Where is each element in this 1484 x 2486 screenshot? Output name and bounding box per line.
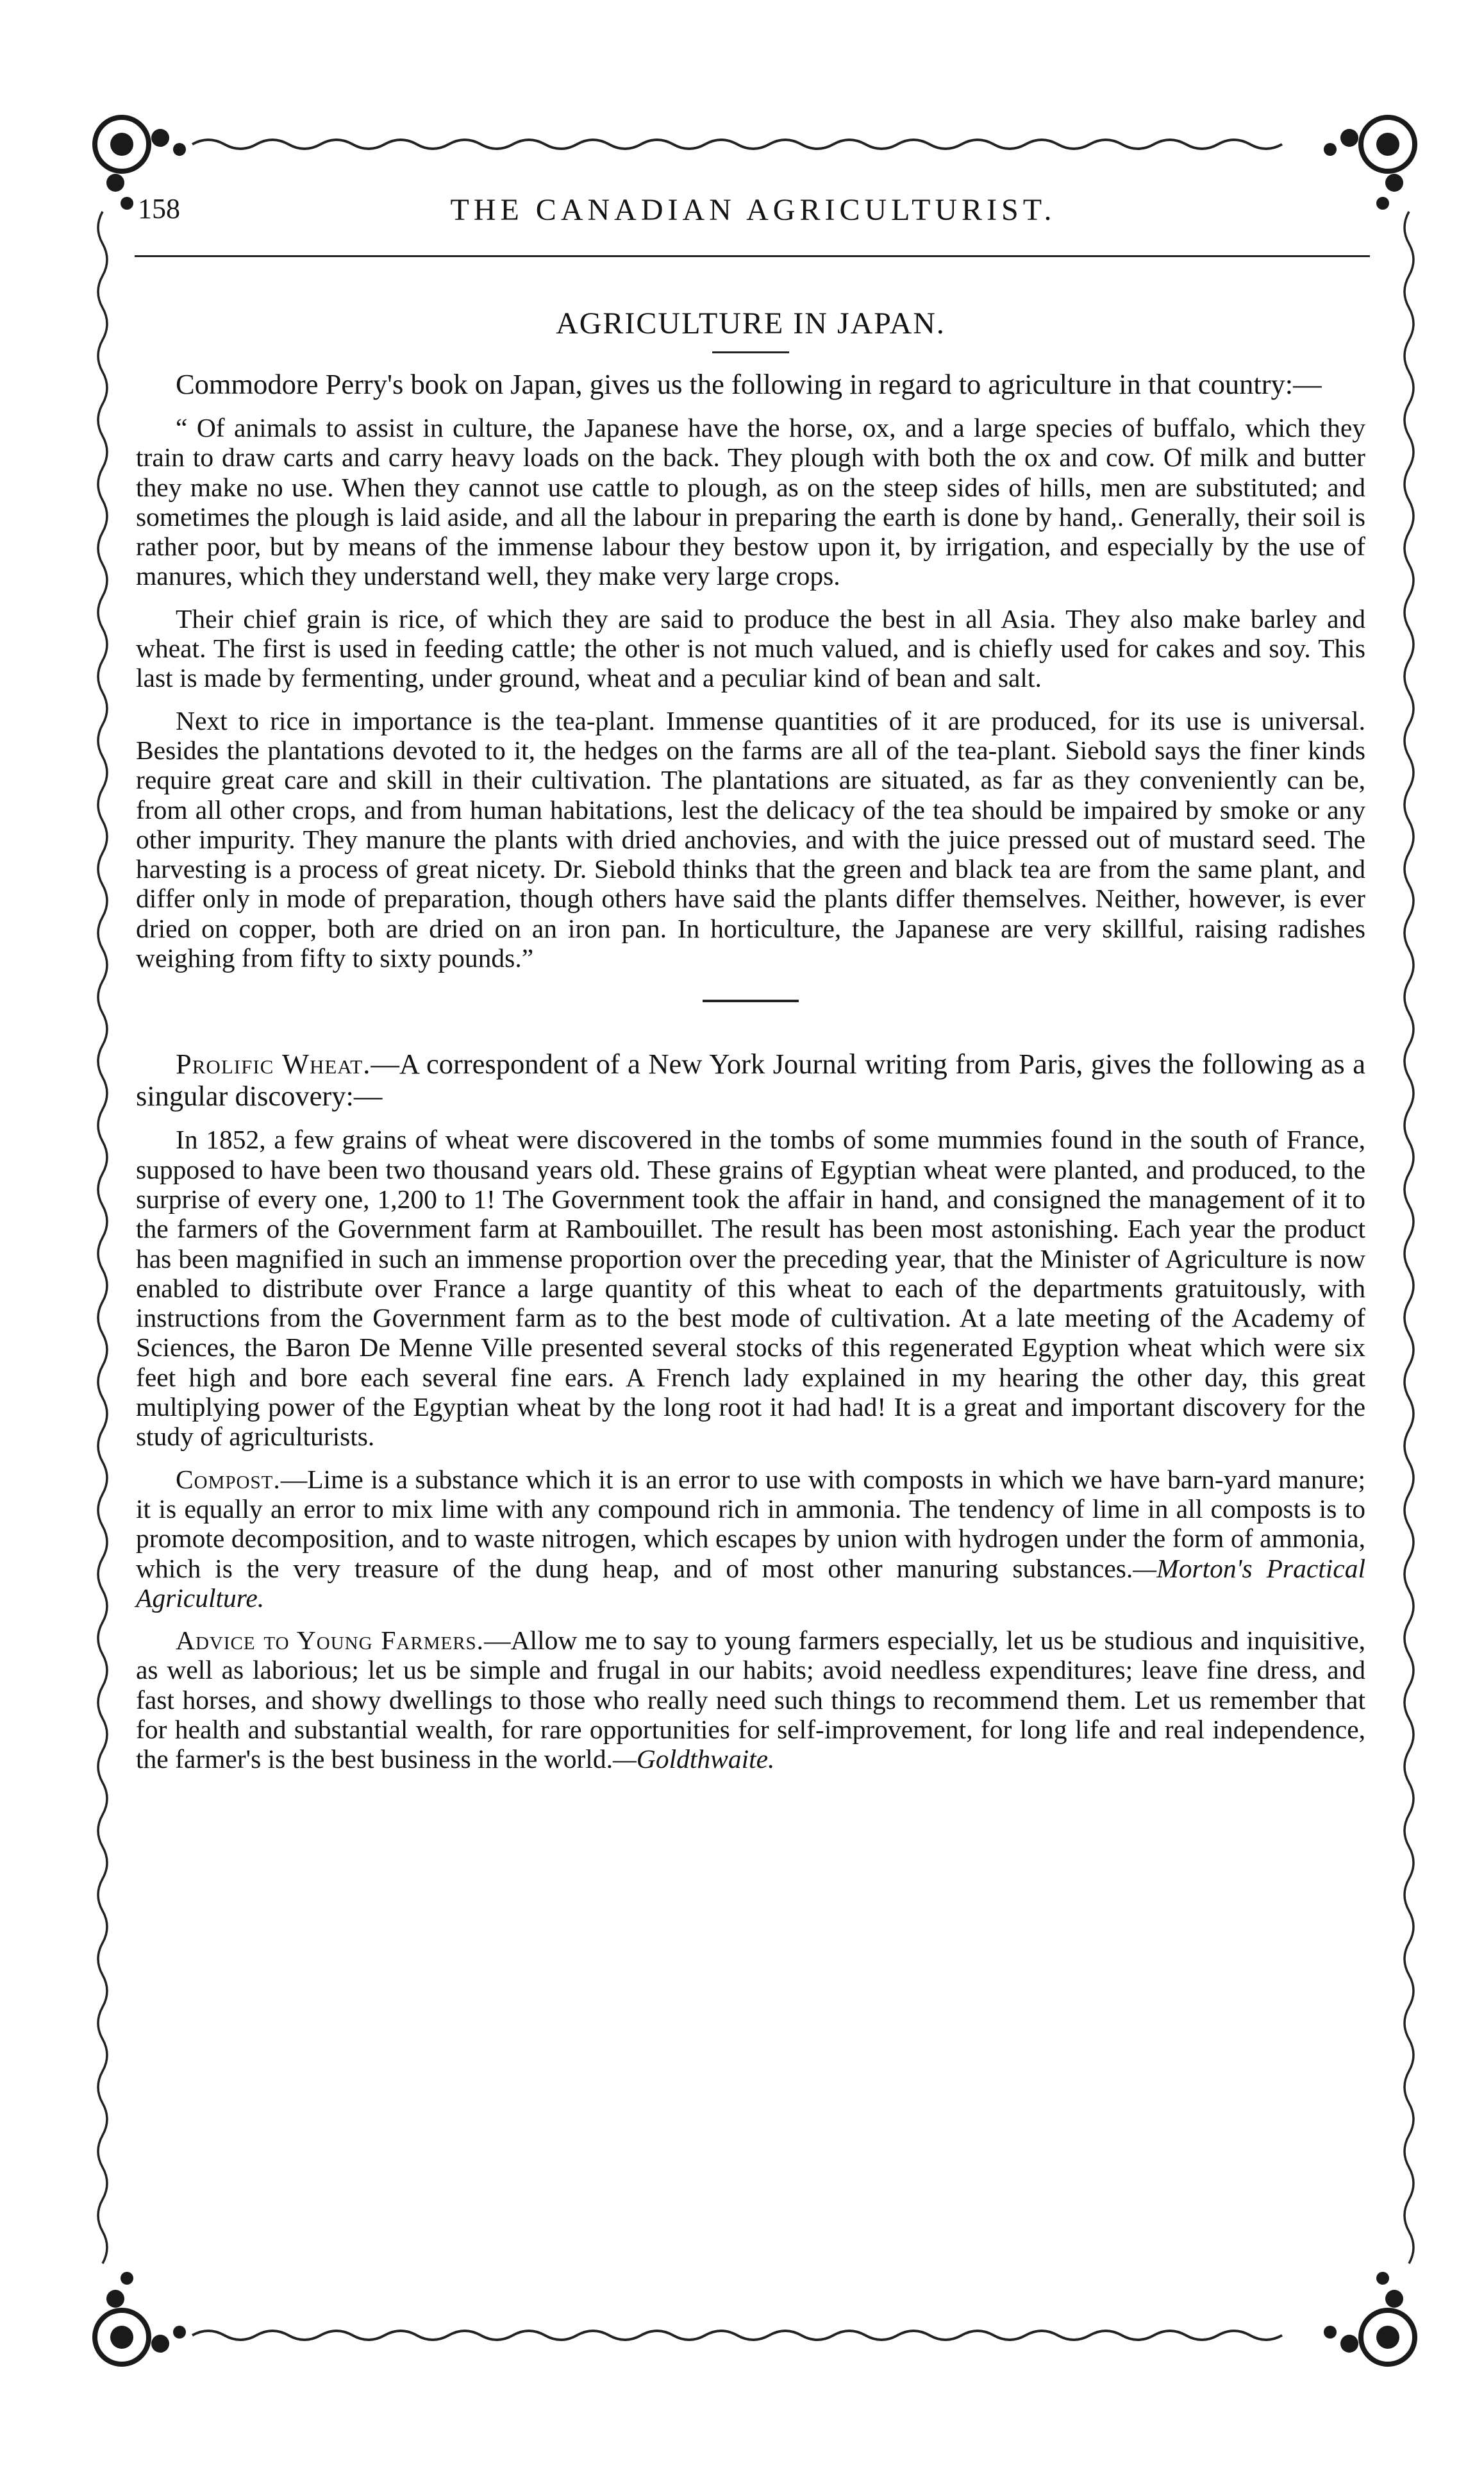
- running-header: [138, 192, 1369, 231]
- quote-paragraph-1: “ Of animals to assist in culture, the Japanese have the horse, ox, and a large species of buffalo, which they train to draw carts and carry heavy loads on the back. They plough with both the ox and cow. Of milk and butter they make no use. When they cannot use cattle to plough, as on the steep sides of hills, men are substituted; and sometimes the plough is laid aside, and all the labour in preparing the earth is done by hand,. Generally, their soil is rather poor, but by means of the immense labour they bestow upon it, by irrigation, and especially by the use of manures, which they understand well, they make very large crops.: [136, 413, 1365, 591]
- page-number: 158: [138, 193, 180, 224]
- article-title: AGRICULTURE IN JAPAN.: [556, 307, 946, 340]
- compost-paragraph: [136, 1465, 1365, 1613]
- advice-body: —Allow me to say to young farmers especially, let us be studious and inquisitive, as well as laborious; let us be simple and frugal in our habits; avoid needless expenditures; leave fine dress, and fast horses, and showy dwellings to those who really need such things to recommend them. Let us remember that for health and substantial wealth, for rare opportunities for self-improvement, for long life and real independence, the farmer's is the best business in the world.: [136, 1625, 1365, 1774]
- compost-body: —Lime is a substance which it is an error to use with composts in which we have barn-yard manure; it is equally an error to mix lime with any compound rich in ammonia. The tendency of lime in all composts is to promote decomposition, and to waste nitrogen, which escapes by union with hydrogen under the form of ammonia, which is the very treasure of the dung heap, and of most other manuring substances.: [136, 1464, 1365, 1583]
- article-intro: Commodore Perry's book on Japan, gives us the following in regard to agriculture in that country:—: [176, 367, 1322, 400]
- section-separator: [703, 1000, 799, 1002]
- wheat-body: In 1852, a few grains of wheat were discovered in the tombs of some mummies found in the south of France, supposed to have been two thousand years old. These grains of Egyptian wheat were planted, and produced, to the surprise of every one, 1,200 to 1! The Government took the affair in hand, and consigned the management of it to the farmers of the Government farm at Rambouillet. The result has been most astonishing. Each year the product has been magnified in such an immense proportion over the preceding year, that the Minister of Agriculture is now enabled to distribute over France a large quantity of this wheat to each of the departments gratuitously, with instructions from the Government farm as to the best mode of cultivation. At a late meeting of the Academy of Sciences, the Baron De Menne Ville presented several stocks of this regenerated Egyption wheat which were six feet high and bore each several fine ears. A French lady explained in my hearing the other day, this great multiplying power of the Egyptian wheat by the long root it had had! It is a great and important discovery for the study of agriculturists.: [136, 1125, 1365, 1452]
- title-rule: [712, 351, 789, 353]
- wheat-lead: —A correspondent of a New York Journal writing from Paris, gives the following as a singular discovery:—: [136, 1048, 1365, 1112]
- quote-paragraph-2: Their chief grain is rice, of which they are said to produce the best in all Asia. They also make barley and wheat. The first is used in feeding cattle; the other is not much valued, and is chiefly used for cakes and soy. This last is made by fermenting, under ground, wheat and a peculiar kind of bean and salt.: [136, 603, 1365, 693]
- page-content: [136, 308, 1365, 1787]
- header-rule: [135, 255, 1370, 257]
- wheat-paragraph: [136, 1048, 1365, 1112]
- advice-heading: Advice to Young Farmers.: [176, 1625, 485, 1656]
- advice-paragraph: [136, 1625, 1365, 1774]
- wheat-heading: Prolific Wheat.: [176, 1048, 371, 1080]
- quote-paragraph-3: Next to rice in importance is the tea-plant. Immense quantities of it are produced, for its use is universal. Besides the plantations devoted to it, the hedges on the farms are all of the tea-plant. Siebold says the finer kinds require great care and skill in their cultivation. The plantations are situated, as far as they conveniently can be, from all other crops, and from human habitations, lest the delicacy of the tea should be impaired by smoke or any other impurity. They manure the plants with dried anchovies, and with the juice pressed out of mustard seed. The harvesting is a process of great nicety. Dr. Siebold thinks that the green and black tea are from the same plant, and differ only in mode of preparation, though others have said the plants differ themselves. Neither, however, is ever dried on copper, both are dried on an iron pan. In horticulture, the Japanese are very skillful, raising radishes weighing from fifty to sixty pounds.”: [136, 705, 1365, 973]
- compost-heading: Compost.: [176, 1464, 281, 1494]
- advice-source: —Goldthwaite.: [612, 1744, 775, 1774]
- running-title: THE CANADIAN AGRICULTURIST.: [450, 193, 1056, 227]
- compost-source: —Morton's Practical Agriculture.: [136, 1553, 1365, 1613]
